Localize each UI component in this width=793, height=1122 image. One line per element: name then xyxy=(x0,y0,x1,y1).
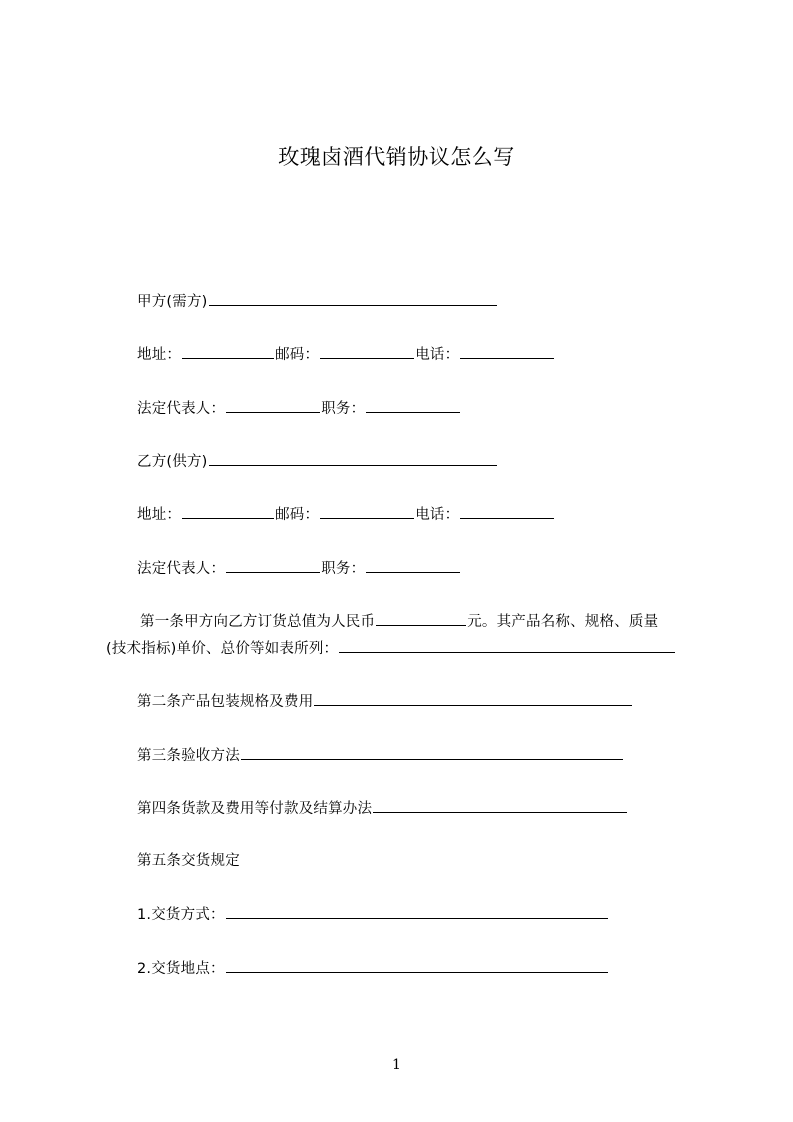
article-3-blank[interactable] xyxy=(241,745,623,760)
document-title: 玫瑰卤酒代销协议怎么写 xyxy=(278,145,515,169)
article-3-line xyxy=(137,745,624,766)
party-b-blank[interactable] xyxy=(209,451,497,466)
party-b-rep-blank[interactable] xyxy=(226,558,320,573)
party-b-position-blank[interactable] xyxy=(366,558,460,573)
article-4-line xyxy=(137,798,628,819)
postcode-label: 邮码： xyxy=(275,347,320,363)
party-a-position-blank[interactable] xyxy=(366,398,460,413)
delivery-place-label: 2.交货地点： xyxy=(137,961,225,977)
party-a-contact-line xyxy=(137,344,555,365)
address-label: 地址： xyxy=(137,347,182,363)
article-2-text: 第二条产品包装规格及费用 xyxy=(137,694,314,710)
page-number: 1 xyxy=(392,1057,401,1073)
party-b-phone-blank[interactable] xyxy=(460,504,554,519)
delivery-method-line xyxy=(137,904,609,925)
party-a-blank[interactable] xyxy=(209,291,497,306)
article-2-line xyxy=(137,691,633,712)
article-1-text-a: 第一条甲方向乙方订货总值为人民币 xyxy=(140,614,376,630)
legal-rep-label: 法定代表人： xyxy=(137,561,226,577)
party-a-address-blank[interactable] xyxy=(182,344,274,359)
article-1-line-1 xyxy=(140,611,658,632)
product-table-blank[interactable] xyxy=(339,638,675,653)
total-value-blank[interactable] xyxy=(376,611,466,626)
party-b-line xyxy=(137,451,498,472)
legal-rep-label: 法定代表人： xyxy=(137,401,226,417)
article-1-text-b: 元。其产品名称、规格、质量 xyxy=(467,614,659,630)
phone-label: 电话： xyxy=(415,347,460,363)
party-a-rep-line xyxy=(137,398,461,419)
party-b-label: 乙方(供方) xyxy=(137,454,208,470)
article-4-blank[interactable] xyxy=(373,798,627,813)
postcode-label: 邮码： xyxy=(275,507,320,523)
party-a-postcode-blank[interactable] xyxy=(320,344,414,359)
article-5-line xyxy=(137,851,240,871)
delivery-method-label: 1.交货方式： xyxy=(137,907,225,923)
position-label: 职务： xyxy=(321,401,366,417)
article-1-text-c: (技术指标)单价、总价等如表所列： xyxy=(106,641,339,657)
delivery-place-line xyxy=(137,958,609,979)
phone-label: 电话： xyxy=(415,507,460,523)
article-5-text: 第五条交货规定 xyxy=(137,853,240,869)
article-1-line-2 xyxy=(106,638,676,659)
article-2-blank[interactable] xyxy=(314,691,632,706)
delivery-method-blank[interactable] xyxy=(226,904,608,919)
article-3-text: 第三条验收方法 xyxy=(137,748,240,764)
address-label: 地址： xyxy=(137,507,182,523)
party-a-label: 甲方(需方) xyxy=(137,294,208,310)
party-b-rep-line xyxy=(137,558,461,579)
party-a-line xyxy=(137,291,498,312)
article-4-text: 第四条货款及费用等付款及结算办法 xyxy=(137,801,373,817)
delivery-place-blank[interactable] xyxy=(226,958,608,973)
position-label: 职务： xyxy=(321,561,366,577)
party-b-address-blank[interactable] xyxy=(182,504,274,519)
party-b-contact-line xyxy=(137,504,555,525)
party-a-phone-blank[interactable] xyxy=(460,344,554,359)
party-b-postcode-blank[interactable] xyxy=(320,504,414,519)
party-a-rep-blank[interactable] xyxy=(226,398,320,413)
